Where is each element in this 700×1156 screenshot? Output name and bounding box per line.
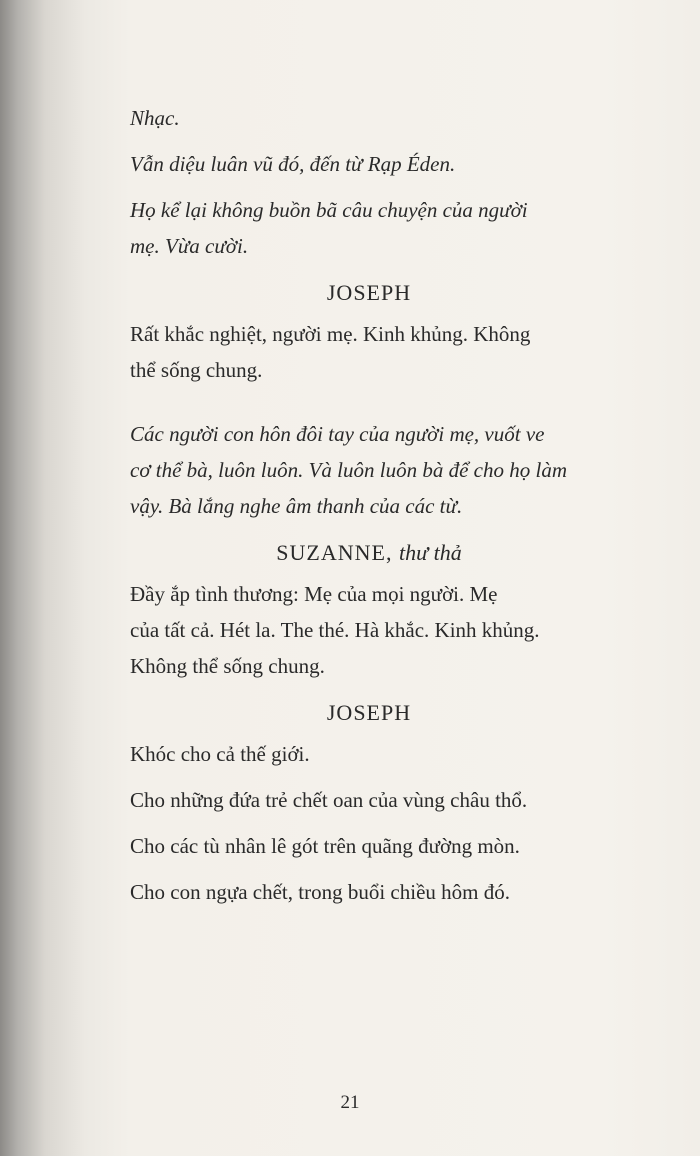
text-line: cơ thể bà, luôn luôn. Và luôn luôn bà để cho họ làm — [130, 458, 567, 482]
speaker-heading-joseph-2 — [130, 696, 608, 730]
speaker-heading-joseph — [130, 276, 608, 310]
text-line: vậy. Bà lắng nghe âm thanh của các từ. — [130, 494, 463, 518]
text-line: thể sống chung. — [130, 358, 263, 382]
stage-direction-waltz: Vẫn diệu luân vũ đó, đến từ Rạp Éden. — [130, 152, 456, 176]
text-line: Họ kể lại không buồn bã câu chuyện của người — [130, 198, 528, 222]
speaker-name: JOSEPH — [326, 700, 412, 725]
text-line: Đầy ắp tình thương: Mẹ của mọi người. Mẹ — [130, 582, 498, 606]
text-line: Các người con hôn đôi tay của người mẹ, vuốt ve — [130, 422, 545, 446]
speaker-name: SUZANNE, — [276, 540, 393, 565]
speaker-heading-suzanne — [130, 536, 608, 570]
speaker-name: JOSEPH — [326, 280, 412, 305]
text-line: Rất khắc nghiệt, người mẹ. Kinh khủng. Không — [130, 322, 531, 346]
stage-direction-music: Nhạc. — [130, 106, 180, 130]
text-line: mẹ. Vừa cười. — [130, 234, 249, 258]
stage-direction-children — [130, 416, 608, 524]
dialogue-suzanne — [130, 576, 608, 684]
dialogue-joseph-line: Cho những đứa trẻ chết oan của vùng châu thổ. — [130, 788, 528, 812]
dialogue-joseph-line: Cho các tù nhân lê gót trên quãng đường mòn. — [130, 834, 520, 858]
dialogue-joseph-line: Cho con ngựa chết, trong buổi chiều hôm đó. — [130, 880, 510, 904]
text-line: Không thể sống chung. — [130, 654, 325, 678]
text-line: của tất cả. Hét la. The thé. Hà khắc. Kinh khủng. — [130, 618, 540, 642]
stage-direction-story — [130, 192, 608, 264]
page-text — [130, 100, 608, 920]
speaker-note: thư thả — [398, 540, 462, 565]
dialogue-joseph-1 — [130, 316, 608, 388]
page-number: 21 — [340, 1092, 360, 1113]
dialogue-joseph-line: Khóc cho cả thế giới. — [130, 742, 310, 766]
